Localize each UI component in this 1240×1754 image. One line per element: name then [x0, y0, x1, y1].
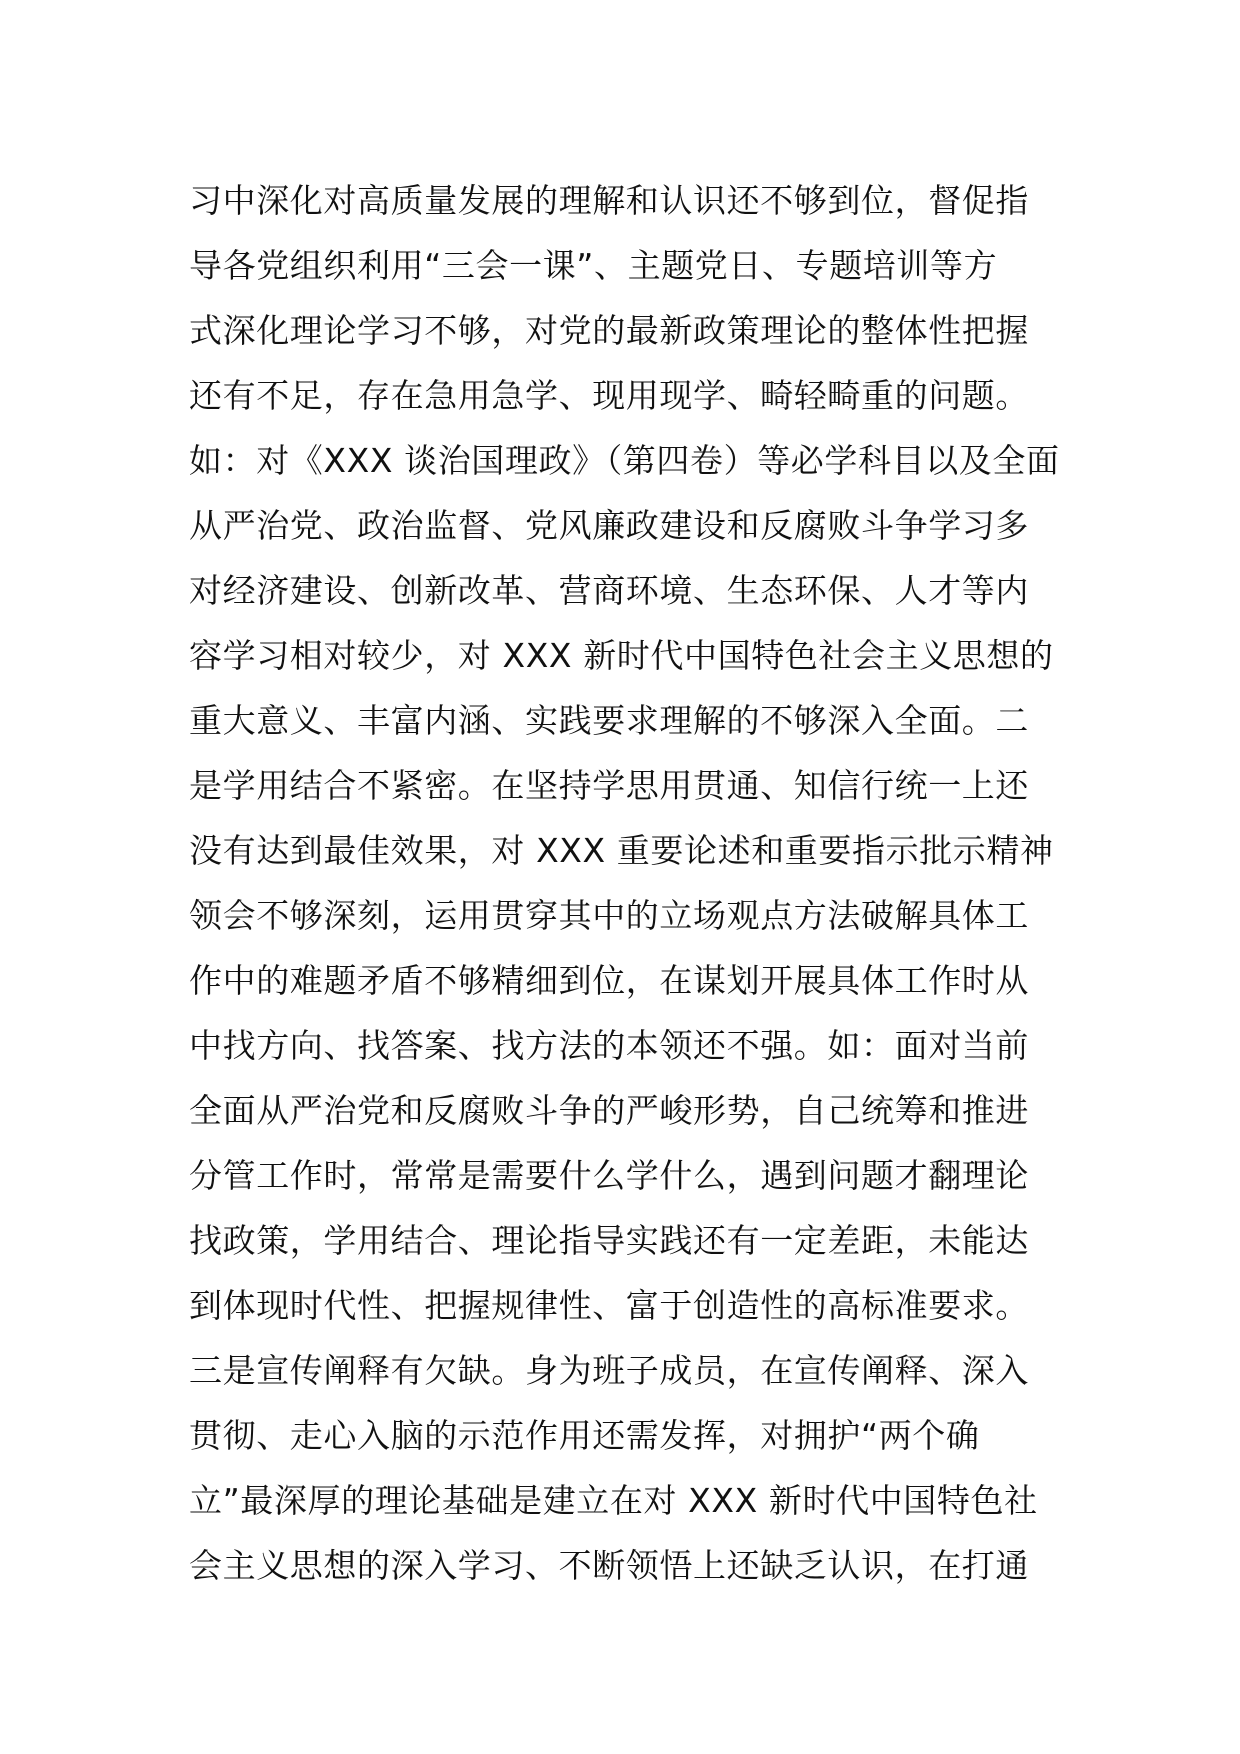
text-line-1: 习中深化对高质量发展的理解和认识还不够到位，督促指 — [189, 181, 1029, 220]
text-line-13: 作中的难题矛盾不够精细到位，在谋划开展具体工作时从 — [189, 961, 1029, 1000]
text-line-15: 全面从严治党和反腐败斗争的严峻形势，自己统筹和推进 — [189, 1091, 1029, 1130]
text-line-18: 到体现时代性、把握规律性、富于创造性的高标准要求。 — [189, 1286, 1029, 1325]
text-line-12: 领会不够深刻，运用贯穿其中的立场观点方法破解具体工 — [189, 896, 1029, 935]
text-line-21: 立”最深厚的理论基础是建立在对 XXX 新时代中国特色社 — [189, 1481, 1038, 1520]
text-line-5: 如：对《XXX 谈治国理政》（第四卷）等必学科目以及全面 — [189, 441, 1060, 480]
text-line-20: 贯彻、走心入脑的示范作用还需发挥，对拥护“两个确 — [189, 1416, 980, 1455]
text-line-7: 对经济建设、创新改革、营商环境、生态环保、人才等内 — [189, 571, 1029, 610]
text-line-17: 找政策，学用结合、理论指导实践还有一定差距，未能达 — [189, 1221, 1029, 1260]
text-line-11: 没有达到最佳效果，对 XXX 重要论述和重要指示批示精神 — [189, 831, 1054, 870]
text-line-16: 分管工作时，常常是需要什么学什么，遇到问题才翻理论 — [189, 1156, 1029, 1195]
text-line-6: 从严治党、政治监督、党风廉政建设和反腐败斗争学习多 — [189, 506, 1029, 545]
text-line-3: 式深化理论学习不够，对党的最新政策理论的整体性把握 — [189, 311, 1029, 350]
text-line-9: 重大意义、丰富内涵、实践要求理解的不够深入全面。二 — [189, 701, 1029, 740]
text-line-4: 还有不足，存在急用急学、现用现学、畸轻畸重的问题。 — [189, 376, 1029, 415]
body-text — [189, 168, 1059, 1598]
text-line-19: 三是宣传阐释有欠缺。身为班子成员，在宣传阐释、深入 — [189, 1351, 1029, 1390]
text-line-22: 会主义思想的深入学习、不断领悟上还缺乏认识，在打通 — [189, 1546, 1029, 1585]
text-line-2: 导各党组织利用“三会一课”、主题党日、专题培训等方 — [189, 246, 998, 285]
text-line-14: 中找方向、找答案、找方法的本领还不强。如：面对当前 — [189, 1026, 1029, 1065]
text-line-8: 容学习相对较少，对 XXX 新时代中国特色社会主义思想的 — [189, 636, 1054, 675]
text-line-10: 是学用结合不紧密。在坚持学思用贯通、知信行统一上还 — [189, 766, 1029, 805]
